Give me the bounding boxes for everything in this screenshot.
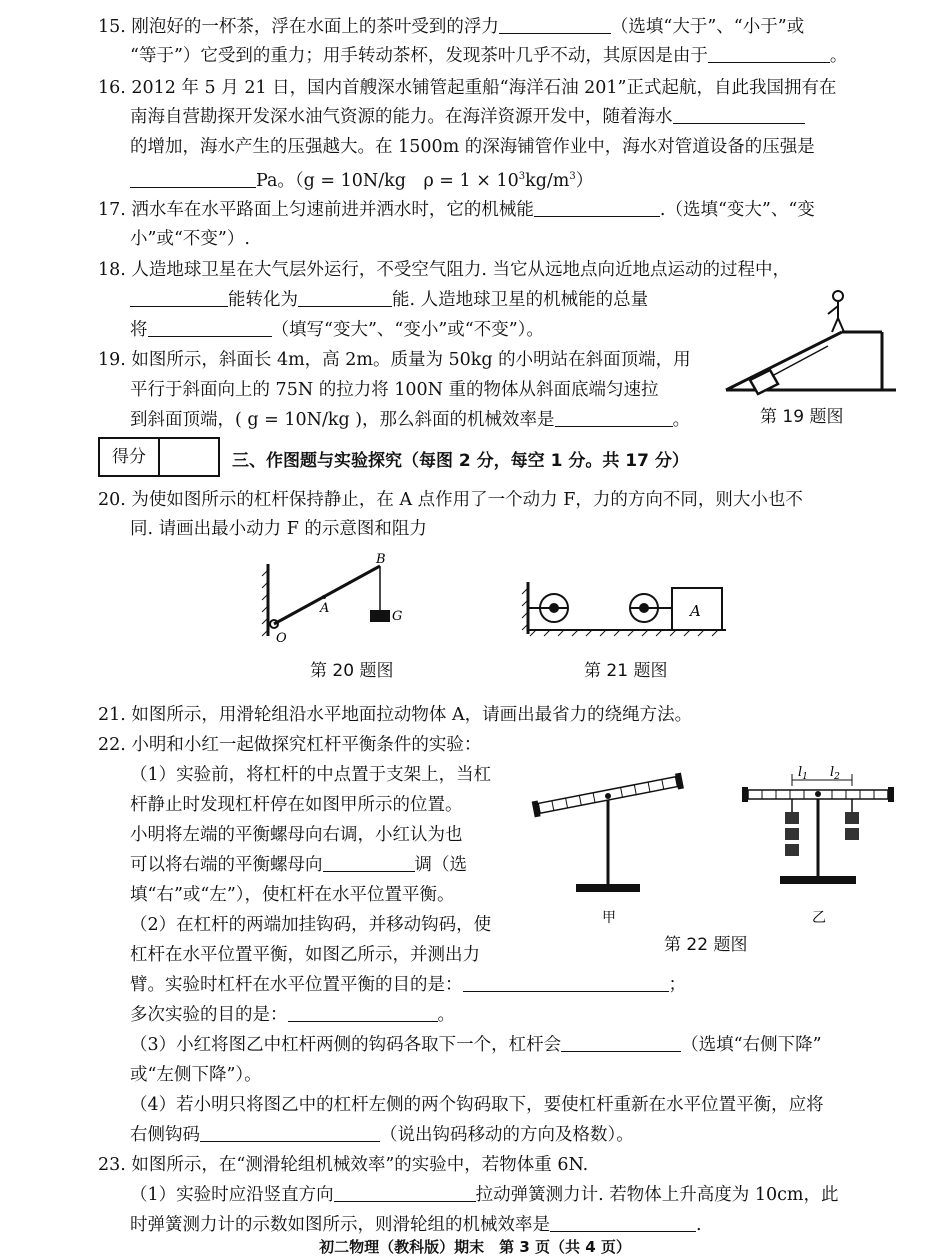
lever-yi	[742, 774, 894, 884]
page-footer: 初二物理（教科版）期末 第 3 页（共 4 页）	[319, 1238, 631, 1256]
score-box[interactable]	[98, 437, 220, 477]
q15-line1: 15. 刚泡好的一杯茶，浮在水面上的茶叶受到的浮力 （选填“大于”、“小于”或	[98, 17, 805, 37]
section-title: 三、作图题与实验探究（每图 2 分，每空 1 分。共 17 分）	[232, 451, 689, 471]
q22-p1d: 可以将右端的平衡螺母向 调（选	[130, 855, 467, 875]
answer-blank[interactable]	[708, 44, 830, 63]
label-a: A	[320, 601, 330, 616]
answer-blank[interactable]	[561, 1033, 681, 1052]
q19-line3: 到斜面顶端，( g = 10N/kg )，那么斜面的机械效率是 。	[130, 410, 691, 430]
q22-p2c: 臂。实验时杠杆在水平位置平衡的目的是： ；	[130, 975, 686, 995]
q17-line1: 17. 洒水车在水平路面上匀速前进并洒水时，它的机械能 .（选填“变大”、“变	[98, 200, 815, 220]
q19-caption: 第 19 题图	[760, 407, 844, 427]
q19-line1: 19. 如图所示，斜面长 4m，高 2m。质量为 50kg 的小明站在斜面顶端，用	[98, 350, 691, 370]
q22-p1e: 填“右”或“左”），使杠杆在水平位置平衡。	[130, 885, 455, 905]
lever-figure	[260, 550, 410, 646]
answer-blank[interactable]	[130, 288, 228, 307]
answer-blank[interactable]	[323, 853, 415, 872]
label-l2: $l_2$	[830, 765, 840, 782]
q22-p2d: 多次实验的目的是： 。	[130, 1005, 455, 1025]
q22-p1a: （1）实验前，将杠杆的中点置于支架上，当杠	[130, 765, 492, 785]
q22-p4b: 右侧钩码 （说出钩码移动的方向及格数）。	[130, 1125, 634, 1145]
q17-line2: 小”或“不变”）.	[130, 229, 250, 249]
q22-p1c: 小明将左端的平衡螺母向右调，小红认为也	[130, 825, 463, 845]
label-jia: 甲	[602, 910, 616, 926]
lever-jia	[532, 773, 684, 892]
q22-p2b: 杠杆在水平位置平衡，如图乙所示，并测出力	[130, 945, 480, 965]
q22-line1: 22. 小明和小红一起做探究杠杆平衡条件的实验：	[98, 735, 482, 755]
label-g: G	[392, 609, 403, 624]
q22-p3b: 或“左侧下降”）。	[130, 1065, 262, 1085]
answer-blank[interactable]	[148, 318, 272, 337]
answer-blank[interactable]	[298, 288, 392, 307]
q20-line1: 20. 为使如图所示的杠杆保持静止，在 A 点作用了一个动力 F，力的方向不同，则大小也不	[98, 490, 803, 510]
answer-blank[interactable]	[200, 1123, 380, 1142]
label-yi: 乙	[812, 910, 826, 926]
label-o: O	[276, 631, 287, 646]
q21-caption: 第 21 题图	[584, 661, 668, 681]
q18-line3: 将 （填写“变大”、“变小”或“不变”）。	[130, 320, 544, 340]
q22-p3a: （3）小红将图乙中杠杆两侧的钩码各取下一个，杠杆会 （选填“右侧下降”	[130, 1035, 822, 1055]
answer-blank[interactable]	[130, 169, 256, 188]
q22-p4a: （4）若小明只将图乙中的杠杆左侧的两个钩码取下，要使杠杆重新在水平位置平衡，应将	[130, 1095, 824, 1115]
q18-line2: 能转化为 能. 人造地球卫星的机械能的总量	[130, 287, 898, 315]
q22-p2a: （2）在杠杆的两端加挂钩码，并移动钩码，使	[130, 915, 492, 935]
answer-blank[interactable]	[673, 105, 805, 124]
q22-caption: 第 22 题图	[664, 935, 748, 955]
q16-line1: 16. 2012 年 5 月 21 日，国内首艘深水铺管起重船“海洋石油 201”正式起航，自此我国拥有在	[98, 78, 837, 98]
q21-line1: 21. 如图所示，用滑轮组沿水平地面拉动物体 A，请画出最省力的绕绳方法。	[98, 705, 693, 725]
q19-line2: 平行于斜面向上的 75N 的拉力将 100N 重的物体从斜面底端匀速拉	[130, 380, 659, 400]
answer-blank[interactable]	[463, 973, 669, 992]
q20-line2: 同. 请画出最小动力 F 的示意图和阻力	[130, 519, 427, 539]
q23-line1: 23. 如图所示，在“测滑轮组机械效率”的实验中，若物体重 6N.	[98, 1155, 589, 1175]
answer-blank[interactable]	[555, 408, 673, 427]
answer-blank[interactable]	[534, 198, 660, 217]
answer-blank[interactable]	[334, 1183, 476, 1202]
label-l1: $l_1$	[798, 765, 808, 782]
q18-line1: 18. 人造地球卫星在大气层外运行，不受空气阻力. 当它从远地点向近地点运动的过程中，	[98, 260, 791, 280]
lever-balance-figures	[530, 760, 900, 930]
q20-caption: 第 20 题图	[310, 661, 394, 681]
answer-blank[interactable]	[288, 1003, 438, 1022]
score-label: 得分	[100, 439, 160, 475]
answer-blank[interactable]	[550, 1213, 696, 1232]
label-block-a: A	[690, 602, 701, 620]
q16-line4: Pa。（g = 10N/kg $\rho = 1 \times 10^3kg/m^3$）	[130, 164, 898, 192]
q16-line3: 的增加，海水产生的压强越大。在 1500m 的深海铺管作业中，海水对管道设备的压强是	[130, 137, 815, 157]
answer-blank[interactable]	[499, 15, 611, 34]
q23-line3: 时弹簧测力计的示数如图所示，则滑轮组的机械效率是 .	[130, 1215, 702, 1235]
q15-line2: “等于”）它受到的重力；用手转动茶杯，发现茶叶几乎不动，其原因是由于 。	[130, 46, 848, 66]
q23-line2: （1）实验时应沿竖直方向 拉动弹簧测力计. 若物体上升高度为 10cm，此	[130, 1185, 839, 1205]
q16-line2: 南海自营勘探开发深水油气资源的能力。在海洋资源开发中，随着海水	[130, 104, 898, 132]
pulley-figure	[520, 578, 730, 642]
incline-figure	[722, 286, 900, 396]
label-b: B	[376, 552, 386, 567]
q22-p1b: 杆静止时发现杠杆停在如图甲所示的位置。	[130, 795, 463, 815]
